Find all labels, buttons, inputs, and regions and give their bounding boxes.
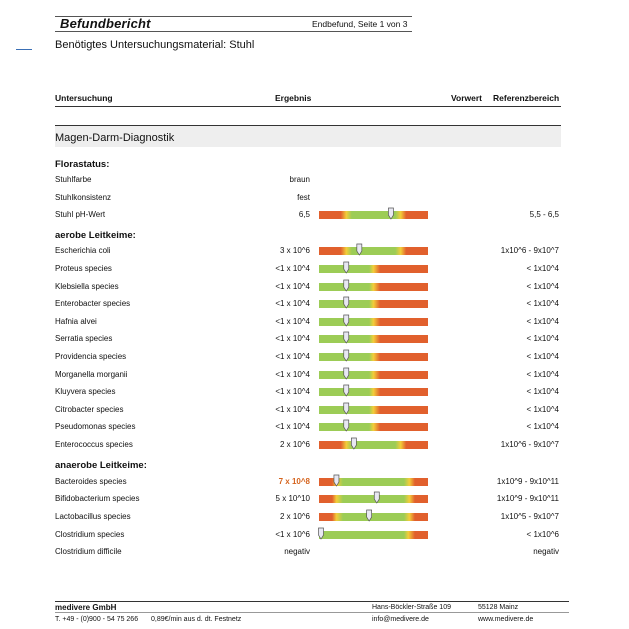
value-marker — [344, 385, 349, 396]
test-result: <1 x 10^4 — [275, 422, 310, 431]
value-marker — [351, 438, 356, 449]
test-result: <1 x 10^4 — [275, 352, 310, 361]
test-name: Enterococcus species — [55, 440, 133, 449]
test-result: 2 x 10^6 — [280, 440, 310, 449]
test-result: 3 x 10^6 — [280, 246, 310, 255]
test-name: Bifidobacterium species — [55, 494, 140, 503]
test-result: <1 x 10^4 — [275, 405, 310, 414]
footer-city: 55128 Mainz — [478, 604, 519, 611]
reference-range: < 1x10^6 — [526, 530, 559, 539]
test-name: Citrobacter species — [55, 405, 124, 414]
column-header-reference: Referenzbereich — [493, 93, 560, 103]
table-row — [0, 369, 629, 381]
footer-divider — [55, 601, 569, 602]
value-marker — [344, 297, 349, 308]
reference-range: 1x10^9 - 9x10^11 — [496, 494, 559, 503]
page-info: Endbefund, Seite 1 von 3 — [312, 19, 408, 29]
test-name: Lactobacillus species — [55, 512, 131, 521]
group-heading-flora: Florastatus: — [55, 159, 110, 170]
test-result: braun — [289, 175, 310, 184]
range-bar — [319, 211, 428, 219]
table-row — [0, 493, 629, 505]
reference-range: 1x10^6 - 9x10^7 — [500, 246, 559, 255]
test-name: Enterobacter species — [55, 299, 131, 308]
table-row — [0, 298, 629, 310]
table-row — [0, 281, 629, 293]
reference-range: negativ — [533, 547, 559, 556]
test-name: Pseudomonas species — [55, 422, 136, 431]
range-bar — [319, 300, 428, 308]
test-name: Serratia species — [55, 334, 113, 343]
reference-range: < 1x10^4 — [526, 264, 559, 273]
value-marker — [344, 315, 349, 326]
table-row — [0, 316, 629, 328]
table-row — [0, 421, 629, 433]
footer-web[interactable]: www.medivere.de — [478, 616, 534, 623]
table-row — [0, 439, 629, 451]
sample-material: Benötigtes Untersuchungsmaterial: Stuhl — [55, 39, 255, 51]
value-marker — [367, 510, 372, 521]
test-result: <1 x 10^4 — [275, 387, 310, 396]
range-bar — [319, 247, 428, 255]
footer-email[interactable]: info@medivere.de — [372, 616, 429, 623]
range-bar — [319, 318, 428, 326]
range-bar — [319, 353, 428, 361]
range-bar — [319, 265, 428, 273]
reference-range: < 1x10^4 — [526, 299, 559, 308]
value-marker — [344, 262, 349, 273]
table-row — [0, 245, 629, 257]
column-header-previous: Vorwert — [451, 93, 483, 103]
table-row — [0, 192, 629, 204]
test-result: <1 x 10^4 — [275, 282, 310, 291]
test-name: Bacteroides species — [55, 477, 127, 486]
reference-range: 1x10^6 - 9x10^7 — [500, 440, 559, 449]
test-result: <1 x 10^4 — [275, 299, 310, 308]
value-marker — [357, 244, 362, 255]
header-divider — [55, 106, 561, 107]
test-result: 7 x 10^8 — [278, 477, 310, 486]
group-heading-anaerobe: anaerobe Leitkeime: — [55, 460, 147, 471]
column-header-test: Untersuchung — [55, 93, 113, 103]
footer-phone: T. +49 - (0)900 - 54 75 266 — [55, 616, 139, 623]
range-bar — [319, 283, 428, 291]
test-result: fest — [297, 193, 310, 202]
footer-company: medivere GmbH — [55, 603, 117, 612]
reference-range: < 1x10^4 — [526, 370, 559, 379]
table-row — [0, 511, 629, 523]
test-result: 2 x 10^6 — [280, 512, 310, 521]
table-row — [0, 404, 629, 416]
value-marker — [334, 475, 339, 486]
reference-range: < 1x10^4 — [526, 387, 559, 396]
reference-range: < 1x10^4 — [526, 405, 559, 414]
table-row — [0, 529, 629, 541]
test-name: Stuhlfarbe — [55, 175, 92, 184]
table-row — [0, 351, 629, 363]
table-row — [0, 174, 629, 186]
range-bar — [319, 388, 428, 396]
value-marker — [344, 280, 349, 291]
footer-price: 0,89€/min aus d. dt. Festnetz — [151, 616, 242, 623]
table-row — [0, 209, 629, 221]
value-marker — [344, 403, 349, 414]
section-title: Magen-Darm-Diagnostik — [55, 132, 175, 144]
reference-range: 5,5 - 6,5 — [529, 210, 559, 219]
value-marker — [344, 332, 349, 343]
reference-range: 1x10^9 - 9x10^11 — [496, 477, 559, 486]
group-heading-aerobe: aerobe Leitkeime: — [55, 230, 136, 241]
value-marker — [344, 350, 349, 361]
test-name: Proteus species — [55, 264, 112, 273]
test-result: <1 x 10^4 — [275, 317, 310, 326]
test-result: <1 x 10^4 — [275, 264, 310, 273]
range-bar — [319, 513, 428, 521]
test-name: Morganella morganii — [55, 370, 128, 379]
test-result: <1 x 10^6 — [275, 530, 310, 539]
test-name: Kluyvera species — [55, 387, 116, 396]
reference-range: < 1x10^4 — [526, 352, 559, 361]
range-bar — [319, 335, 428, 343]
range-bar — [319, 441, 428, 449]
test-name: Providencia species — [55, 352, 127, 361]
test-name: Hafnia alvei — [55, 317, 97, 326]
reference-range: < 1x10^4 — [526, 282, 559, 291]
column-header-result: Ergebnis — [275, 93, 312, 103]
range-bar — [319, 531, 428, 539]
range-bar — [319, 406, 428, 414]
reference-range: < 1x10^4 — [526, 422, 559, 431]
test-name: Escherichia coli — [55, 246, 111, 255]
reference-range: < 1x10^4 — [526, 317, 559, 326]
range-bar — [319, 495, 428, 503]
value-marker — [319, 528, 324, 539]
value-marker — [374, 492, 379, 503]
test-name: Clostridium species — [55, 530, 125, 539]
table-row — [0, 476, 629, 488]
range-bar — [319, 423, 428, 431]
table-row — [0, 333, 629, 345]
value-marker — [344, 368, 349, 379]
value-marker — [388, 208, 393, 219]
range-bar — [319, 371, 428, 379]
test-name: Stuhlkonsistenz — [55, 193, 112, 202]
test-name: Klebsiella species — [55, 282, 119, 291]
test-name: Clostridium difficile — [55, 547, 122, 556]
test-result: 6,5 — [298, 210, 310, 219]
footer-divider-2 — [55, 612, 569, 613]
test-name: Stuhl pH-Wert — [55, 210, 106, 219]
footer-street: Hans-Böckler-Straße 109 — [372, 604, 451, 611]
test-result: negativ — [284, 547, 310, 556]
reference-range: 1x10^5 - 9x10^7 — [500, 512, 559, 521]
margin-mark — [16, 49, 32, 50]
table-row — [0, 263, 629, 275]
range-bar — [319, 478, 428, 486]
test-result: 5 x 10^10 — [275, 494, 310, 503]
test-result: <1 x 10^4 — [275, 370, 310, 379]
table-row — [0, 386, 629, 398]
value-marker — [344, 420, 349, 431]
test-result: <1 x 10^4 — [275, 334, 310, 343]
document-title: Befundbericht — [60, 16, 151, 31]
table-row — [0, 546, 629, 558]
reference-range: < 1x10^4 — [526, 334, 559, 343]
